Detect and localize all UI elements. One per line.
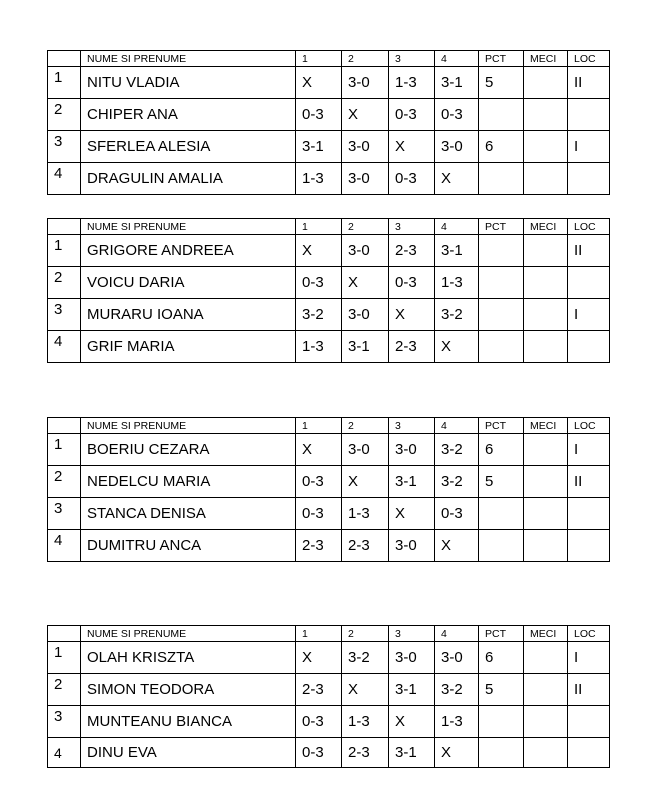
row-number-cell: 4 — [48, 163, 81, 195]
header-match-4: 4 — [435, 51, 479, 67]
match-4-cell: 3-1 — [435, 235, 479, 267]
place-cell — [568, 163, 610, 195]
header-player-name: NUME SI PRENUME — [81, 418, 296, 434]
match-1-cell: 2-3 — [296, 530, 342, 562]
row-number-cell: 2 — [48, 267, 81, 299]
header-match-3: 3 — [389, 418, 435, 434]
header-row-number — [48, 626, 81, 642]
header-matches: MECI — [524, 626, 568, 642]
header-place: LOC — [568, 418, 610, 434]
header-points: PCT — [479, 626, 524, 642]
header-points: PCT — [479, 418, 524, 434]
player-name-cell: DRAGULIN AMALIA — [81, 163, 296, 195]
place-cell — [568, 267, 610, 299]
group-table-2 — [47, 218, 610, 363]
match-3-cell: 0-3 — [389, 267, 435, 299]
place-cell — [568, 738, 610, 768]
header-match-3: 3 — [389, 51, 435, 67]
points-cell: 6 — [479, 642, 524, 674]
header-place: LOC — [568, 51, 610, 67]
place-cell: I — [568, 642, 610, 674]
match-4-cell: 3-0 — [435, 642, 479, 674]
player-name-cell: DUMITRU ANCA — [81, 530, 296, 562]
match-4-cell: 3-1 — [435, 67, 479, 99]
match-1-cell: 3-2 — [296, 299, 342, 331]
group-table-3 — [47, 417, 610, 562]
match-1-cell: 0-3 — [296, 706, 342, 738]
points-cell: 5 — [479, 67, 524, 99]
table-row — [48, 131, 610, 163]
match-2-cell: 3-0 — [342, 235, 389, 267]
table-row — [48, 674, 610, 706]
match-2-cell: X — [342, 466, 389, 498]
match-3-cell: 1-3 — [389, 67, 435, 99]
points-cell: 5 — [479, 674, 524, 706]
points-cell — [479, 498, 524, 530]
place-cell: I — [568, 131, 610, 163]
table-row — [48, 67, 610, 99]
table-row — [48, 434, 610, 466]
player-name-cell: GRIGORE ANDREEA — [81, 235, 296, 267]
table-row — [48, 530, 610, 562]
points-cell — [479, 163, 524, 195]
player-name-cell: GRIF MARIA — [81, 331, 296, 363]
points-cell — [479, 267, 524, 299]
matches-cell — [524, 67, 568, 99]
place-cell — [568, 498, 610, 530]
match-3-cell: 3-0 — [389, 530, 435, 562]
row-number-cell: 1 — [48, 434, 81, 466]
match-3-cell: X — [389, 706, 435, 738]
match-2-cell: 3-0 — [342, 67, 389, 99]
matches-cell — [524, 235, 568, 267]
group-table-1 — [47, 50, 610, 195]
matches-cell — [524, 738, 568, 768]
header-place: LOC — [568, 219, 610, 235]
points-cell — [479, 235, 524, 267]
points-cell — [479, 299, 524, 331]
match-1-cell: X — [296, 434, 342, 466]
match-2-cell: 3-0 — [342, 434, 389, 466]
header-match-4: 4 — [435, 626, 479, 642]
matches-cell — [524, 466, 568, 498]
matches-cell — [524, 706, 568, 738]
match-2-cell: X — [342, 674, 389, 706]
match-3-cell: 2-3 — [389, 235, 435, 267]
match-2-cell: 3-1 — [342, 331, 389, 363]
match-2-cell: 3-0 — [342, 299, 389, 331]
match-1-cell: 0-3 — [296, 99, 342, 131]
row-number-cell: 4 — [48, 738, 81, 768]
header-match-4: 4 — [435, 418, 479, 434]
player-name-cell: STANCA DENISA — [81, 498, 296, 530]
table-row — [48, 235, 610, 267]
player-name-cell: MURARU IOANA — [81, 299, 296, 331]
match-4-cell: X — [435, 163, 479, 195]
points-cell: 5 — [479, 466, 524, 498]
header-matches: MECI — [524, 51, 568, 67]
player-name-cell: NEDELCU MARIA — [81, 466, 296, 498]
row-number-cell: 3 — [48, 498, 81, 530]
points-cell — [479, 706, 524, 738]
row-number-cell: 3 — [48, 706, 81, 738]
header-match-4: 4 — [435, 219, 479, 235]
place-cell: II — [568, 235, 610, 267]
player-name-cell: VOICU DARIA — [81, 267, 296, 299]
matches-cell — [524, 163, 568, 195]
header-match-2: 2 — [342, 418, 389, 434]
match-3-cell: X — [389, 131, 435, 163]
table-row — [48, 738, 610, 768]
match-2-cell: 2-3 — [342, 738, 389, 768]
header-match-3: 3 — [389, 219, 435, 235]
header-points: PCT — [479, 219, 524, 235]
header-match-1: 1 — [296, 51, 342, 67]
place-cell: II — [568, 674, 610, 706]
matches-cell — [524, 434, 568, 466]
header-row — [48, 219, 610, 235]
match-2-cell: 2-3 — [342, 530, 389, 562]
match-4-cell: 3-2 — [435, 466, 479, 498]
header-match-2: 2 — [342, 219, 389, 235]
table-row — [48, 99, 610, 131]
matches-cell — [524, 131, 568, 163]
place-cell — [568, 99, 610, 131]
header-match-1: 1 — [296, 626, 342, 642]
match-3-cell: 3-1 — [389, 674, 435, 706]
player-name-cell: OLAH KRISZTA — [81, 642, 296, 674]
match-1-cell: 2-3 — [296, 674, 342, 706]
match-4-cell: 3-0 — [435, 131, 479, 163]
match-3-cell: 0-3 — [389, 99, 435, 131]
matches-cell — [524, 498, 568, 530]
matches-cell — [524, 267, 568, 299]
matches-cell — [524, 642, 568, 674]
match-4-cell: 0-3 — [435, 99, 479, 131]
matches-cell — [524, 99, 568, 131]
match-2-cell: 3-0 — [342, 163, 389, 195]
row-number-cell: 2 — [48, 466, 81, 498]
header-row — [48, 51, 610, 67]
points-cell — [479, 738, 524, 768]
table-row — [48, 498, 610, 530]
matches-cell — [524, 331, 568, 363]
matches-cell — [524, 674, 568, 706]
row-number-cell: 2 — [48, 99, 81, 131]
match-1-cell: 0-3 — [296, 738, 342, 768]
match-3-cell: 0-3 — [389, 163, 435, 195]
table-row — [48, 267, 610, 299]
player-name-cell: CHIPER ANA — [81, 99, 296, 131]
match-3-cell: 3-0 — [389, 434, 435, 466]
player-name-cell: NITU VLADIA — [81, 67, 296, 99]
place-cell — [568, 530, 610, 562]
match-1-cell: 1-3 — [296, 331, 342, 363]
header-matches: MECI — [524, 219, 568, 235]
points-cell: 6 — [479, 434, 524, 466]
table-row — [48, 163, 610, 195]
match-2-cell: 1-3 — [342, 706, 389, 738]
matches-cell — [524, 299, 568, 331]
match-4-cell: X — [435, 331, 479, 363]
match-4-cell: X — [435, 738, 479, 768]
match-1-cell: X — [296, 642, 342, 674]
match-1-cell: 0-3 — [296, 498, 342, 530]
match-2-cell: X — [342, 267, 389, 299]
table-row — [48, 466, 610, 498]
row-number-cell: 1 — [48, 235, 81, 267]
match-3-cell: X — [389, 299, 435, 331]
header-match-1: 1 — [296, 219, 342, 235]
header-place: LOC — [568, 626, 610, 642]
match-3-cell: X — [389, 498, 435, 530]
header-match-2: 2 — [342, 626, 389, 642]
table-row — [48, 331, 610, 363]
match-3-cell: 2-3 — [389, 331, 435, 363]
points-cell — [479, 331, 524, 363]
match-3-cell: 3-0 — [389, 642, 435, 674]
row-number-cell: 4 — [48, 331, 81, 363]
table-row — [48, 299, 610, 331]
match-2-cell: 1-3 — [342, 498, 389, 530]
table-row — [48, 706, 610, 738]
header-row-number — [48, 219, 81, 235]
header-row-number — [48, 418, 81, 434]
match-2-cell: 3-2 — [342, 642, 389, 674]
match-1-cell: 0-3 — [296, 267, 342, 299]
row-number-cell: 2 — [48, 674, 81, 706]
group-table-4 — [47, 625, 610, 768]
player-name-cell: MUNTEANU BIANCA — [81, 706, 296, 738]
points-cell: 6 — [479, 131, 524, 163]
match-2-cell: 3-0 — [342, 131, 389, 163]
header-player-name: NUME SI PRENUME — [81, 219, 296, 235]
place-cell: I — [568, 299, 610, 331]
player-name-cell: SFERLEA ALESIA — [81, 131, 296, 163]
match-4-cell: 0-3 — [435, 498, 479, 530]
match-2-cell: X — [342, 99, 389, 131]
header-player-name: NUME SI PRENUME — [81, 51, 296, 67]
points-cell — [479, 99, 524, 131]
match-4-cell: 1-3 — [435, 706, 479, 738]
row-number-cell: 3 — [48, 131, 81, 163]
matches-cell — [524, 530, 568, 562]
match-3-cell: 3-1 — [389, 738, 435, 768]
header-player-name: NUME SI PRENUME — [81, 626, 296, 642]
match-1-cell: X — [296, 67, 342, 99]
match-4-cell: X — [435, 530, 479, 562]
match-4-cell: 3-2 — [435, 434, 479, 466]
place-cell: II — [568, 466, 610, 498]
header-match-2: 2 — [342, 51, 389, 67]
place-cell: II — [568, 67, 610, 99]
place-cell — [568, 331, 610, 363]
row-number-cell: 1 — [48, 67, 81, 99]
player-name-cell: BOERIU CEZARA — [81, 434, 296, 466]
header-match-3: 3 — [389, 626, 435, 642]
match-4-cell: 3-2 — [435, 674, 479, 706]
match-1-cell: 0-3 — [296, 466, 342, 498]
header-row-number — [48, 51, 81, 67]
match-1-cell: 3-1 — [296, 131, 342, 163]
header-row — [48, 626, 610, 642]
place-cell — [568, 706, 610, 738]
place-cell: I — [568, 434, 610, 466]
row-number-cell: 4 — [48, 530, 81, 562]
match-1-cell: 1-3 — [296, 163, 342, 195]
row-number-cell: 3 — [48, 299, 81, 331]
match-1-cell: X — [296, 235, 342, 267]
player-name-cell: SIMON TEODORA — [81, 674, 296, 706]
match-4-cell: 1-3 — [435, 267, 479, 299]
match-4-cell: 3-2 — [435, 299, 479, 331]
header-match-1: 1 — [296, 418, 342, 434]
player-name-cell: DINU EVA — [81, 738, 296, 768]
points-cell — [479, 530, 524, 562]
header-points: PCT — [479, 51, 524, 67]
header-matches: MECI — [524, 418, 568, 434]
row-number-cell: 1 — [48, 642, 81, 674]
header-row — [48, 418, 610, 434]
table-row — [48, 642, 610, 674]
match-3-cell: 3-1 — [389, 466, 435, 498]
